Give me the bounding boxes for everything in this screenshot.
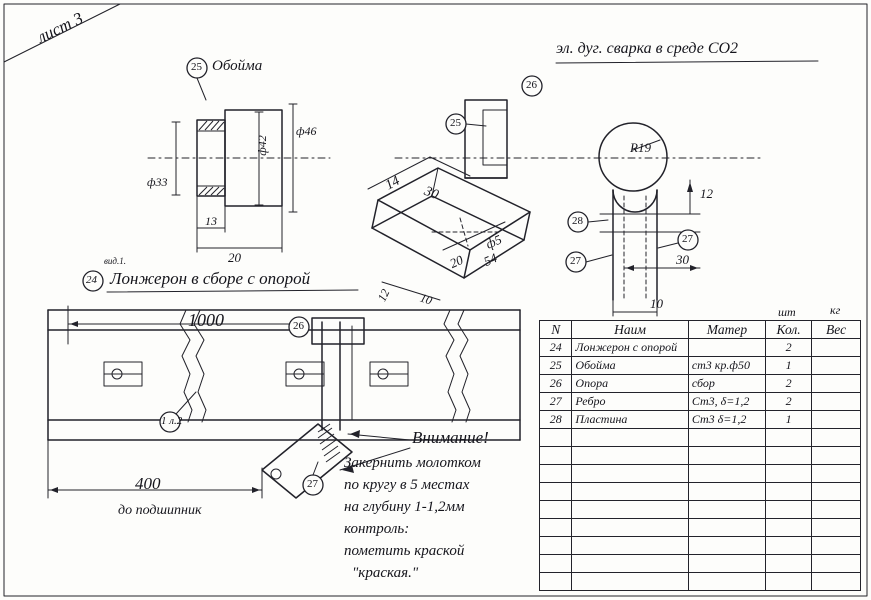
cell-n: 25	[540, 357, 572, 375]
table-row	[540, 483, 861, 501]
balloon-27-right-text: 27	[682, 233, 693, 245]
assembly-title-underline	[107, 290, 358, 292]
cell-weight	[812, 519, 861, 537]
cell-weight	[812, 501, 861, 519]
cell-mat	[688, 519, 765, 537]
cell-name	[572, 519, 688, 537]
weld-note-underline	[556, 61, 818, 63]
cell-qty: 2	[766, 339, 812, 357]
dim-r19: R19	[630, 140, 651, 155]
table-kg-label: кг	[830, 303, 841, 317]
cell-mat	[688, 483, 765, 501]
weld-marks	[318, 424, 340, 462]
opora-arc	[613, 190, 657, 212]
dim-14: 14	[383, 173, 403, 194]
cell-name	[572, 447, 688, 465]
cell-n	[540, 483, 572, 501]
cell-weight	[812, 555, 861, 573]
cell-weight	[812, 375, 861, 393]
assembly-title: Лонжерон в сборе с опорой	[110, 269, 311, 288]
cell-name	[572, 429, 688, 447]
cell-qty	[766, 537, 812, 555]
dim-54: 54	[481, 250, 500, 270]
dim-30-rebro: 30	[421, 183, 441, 204]
dim-f46: ф46	[296, 124, 317, 138]
cell-weight	[812, 357, 861, 375]
cell-name: Пластина	[572, 411, 688, 429]
cell-qty: 2	[766, 393, 812, 411]
cell-name: Ребро	[572, 393, 688, 411]
cell-n	[540, 501, 572, 519]
cell-weight	[812, 447, 861, 465]
balloon-26-assembly-text: 26	[293, 320, 304, 332]
th-n: N	[540, 321, 572, 339]
attention-line-3: на глубину 1-1,2мм	[344, 499, 465, 515]
bracket-top	[312, 318, 364, 344]
cell-mat: ст3 кр.ф50	[688, 357, 765, 375]
cell-weight	[812, 411, 861, 429]
dim-10-rebro: 10	[418, 290, 435, 308]
cell-mat	[688, 501, 765, 519]
cell-mat	[688, 339, 765, 357]
th-qty: Кол.	[766, 321, 812, 339]
dim-12-rebro: 12	[374, 286, 393, 304]
dim-20-obojma: 20	[228, 250, 241, 265]
dim-12-opora: 12	[700, 186, 713, 201]
balloon-24-text: 24	[86, 274, 97, 286]
cell-weight	[812, 339, 861, 357]
cell-qty: 1	[766, 357, 812, 375]
th-weight: Вес	[812, 321, 861, 339]
cell-n	[540, 537, 572, 555]
cell-qty	[766, 573, 812, 591]
cell-name	[572, 537, 688, 555]
view-opora	[560, 123, 760, 316]
cell-name	[572, 465, 688, 483]
cell-qty	[766, 429, 812, 447]
dim-13: 13	[205, 214, 217, 228]
rebro-upper-body	[465, 100, 507, 178]
weld-note: эл. дуг. сварка в среде СО2	[556, 40, 739, 57]
cell-qty	[766, 483, 812, 501]
table-row	[540, 393, 861, 411]
th-name: Наим	[572, 321, 688, 339]
cell-n	[540, 429, 572, 447]
table-row	[540, 375, 861, 393]
cell-name	[572, 483, 688, 501]
cell-n: 27	[540, 393, 572, 411]
cell-qty	[766, 519, 812, 537]
cell-n	[540, 447, 572, 465]
opora-circle	[599, 123, 667, 191]
cell-n	[540, 519, 572, 537]
attention-line-2: по кругу в 5 местах	[344, 477, 470, 493]
dim-f5: ф5	[483, 231, 504, 252]
dim-f33: ф33	[147, 175, 168, 189]
cell-mat	[688, 465, 765, 483]
table-row	[540, 339, 861, 357]
cell-weight	[812, 483, 861, 501]
cell-n: 28	[540, 411, 572, 429]
balloon-1-text: 1 л.2	[161, 415, 183, 427]
cell-mat	[688, 447, 765, 465]
cell-mat	[688, 573, 765, 591]
attention-title: Внимание!	[412, 428, 489, 447]
dim-f42: ф42	[254, 135, 269, 156]
cell-n	[540, 555, 572, 573]
cell-qty	[766, 555, 812, 573]
attention-line-6: "краская."	[352, 565, 419, 581]
cell-name	[572, 555, 688, 573]
cell-mat	[688, 429, 765, 447]
table-units-label: шт	[778, 305, 796, 319]
table-row	[540, 357, 861, 375]
balloon-25-text: 25	[191, 61, 202, 73]
cell-mat	[688, 555, 765, 573]
rebro-inner	[483, 110, 507, 165]
cell-weight	[812, 537, 861, 555]
balloon-26-rebro-text: 26	[526, 79, 537, 91]
attention-line-1: Закернить молотком	[344, 455, 481, 471]
balloon-27-left-text: 27	[570, 255, 581, 267]
cell-name: Обойма	[572, 357, 688, 375]
th-mat: Матер	[688, 321, 765, 339]
table-row	[540, 501, 861, 519]
table-row	[540, 429, 861, 447]
dim-10-opora: 10	[650, 296, 663, 311]
attention-line-4: контроль:	[344, 521, 410, 537]
cell-mat: Ст3, δ=1,2	[688, 393, 765, 411]
cell-n: 24	[540, 339, 572, 357]
balloon-25-rebro-text: 25	[450, 117, 461, 129]
cell-weight	[812, 573, 861, 591]
cell-name	[572, 573, 688, 591]
corner-note: лист 3	[34, 8, 86, 47]
attention-line-5: пометить краской	[344, 543, 465, 559]
cell-n	[540, 573, 572, 591]
cell-mat	[688, 537, 765, 555]
obojma-title: Обойма	[212, 58, 263, 74]
assembly-note-small: вид.1.	[104, 256, 126, 266]
table-row	[540, 519, 861, 537]
balloon-27-assembly-text: 27	[307, 478, 318, 490]
table-row	[540, 411, 861, 429]
table-row	[540, 555, 861, 573]
arm-hole	[271, 469, 281, 479]
cell-qty	[766, 465, 812, 483]
table-header-row	[540, 321, 861, 339]
spec-table-body	[540, 321, 861, 591]
cell-qty	[766, 447, 812, 465]
table-row	[540, 465, 861, 483]
cell-weight	[812, 393, 861, 411]
dim-1000: 1000	[188, 310, 224, 330]
cell-name: Опора	[572, 375, 688, 393]
cell-qty: 1	[766, 411, 812, 429]
dim-20-rebro: 20	[447, 252, 466, 272]
break-right	[444, 310, 456, 422]
cell-n: 26	[540, 375, 572, 393]
table-row	[540, 537, 861, 555]
note-400: до подшипник	[118, 503, 202, 518]
cell-weight	[812, 429, 861, 447]
table-row	[540, 573, 861, 591]
cell-name: Лонжерон с опорой	[572, 339, 688, 357]
cell-qty: 2	[766, 375, 812, 393]
dim-30-opora: 30	[676, 252, 689, 267]
cell-mat: Ст3 δ=1,2	[688, 411, 765, 429]
cell-weight	[812, 465, 861, 483]
cell-mat: сбор	[688, 375, 765, 393]
spec-table	[539, 320, 861, 591]
dim-400: 400	[135, 474, 161, 493]
view-obojma	[148, 58, 330, 252]
cell-name	[572, 501, 688, 519]
cell-n	[540, 465, 572, 483]
cell-qty	[766, 501, 812, 519]
balloon-28-text: 28	[572, 215, 583, 227]
table-row	[540, 447, 861, 465]
rebro-angled-plate	[378, 168, 530, 250]
